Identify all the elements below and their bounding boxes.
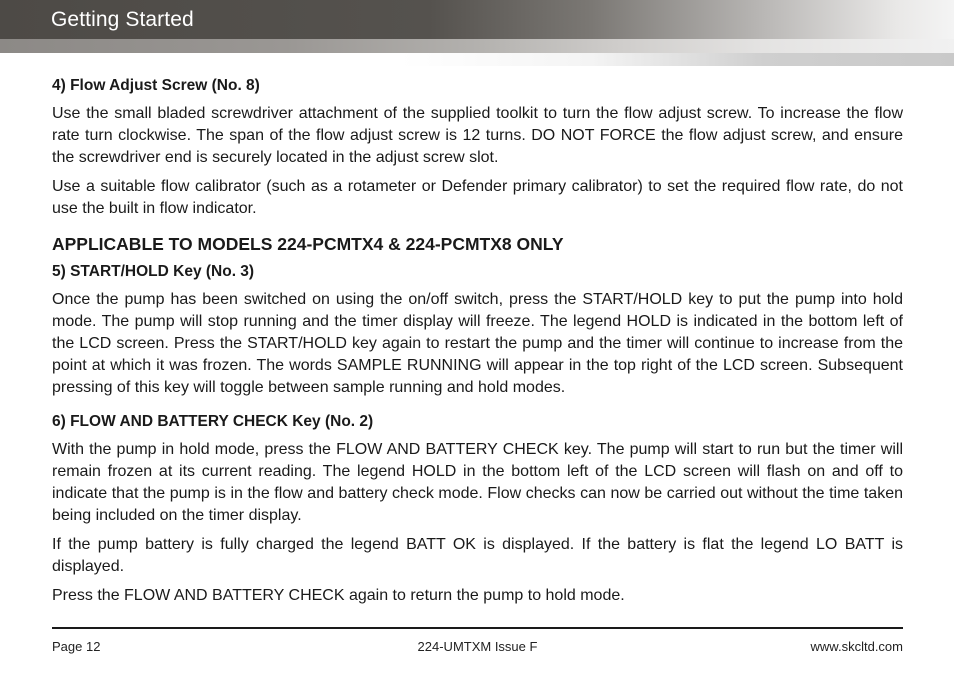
section-heading: 5) START/HOLD Key (No. 3) — [52, 263, 255, 280]
website-link[interactable]: www.skcltd.com — [810, 639, 903, 654]
section-title: Getting Started — [51, 8, 194, 31]
paragraph: Press the FLOW AND BATTERY CHECK again to return the pump to hold mode. — [52, 587, 625, 604]
paragraph: Use a suitable flow calibrator (such as a rotameter or Defender primary calibrator) to set the required flow rate, do not use the built in flow indicator. — [52, 178, 903, 217]
section-heading: 6) FLOW AND BATTERY CHECK Key (No. 2) — [52, 413, 374, 430]
section-flow-adjust-screw — [52, 77, 903, 220]
page-number: Page 12 — [52, 639, 101, 654]
models-heading: APPLICABLE TO MODELS 224-PCMTX4 & 224-PCMTX8 ONLY — [52, 234, 564, 254]
page-header-bar — [0, 0, 954, 39]
header-gradient-band — [0, 39, 954, 53]
footer-divider — [52, 627, 903, 629]
paragraph: If the pump battery is fully charged the legend BATT OK is displayed. If the battery is flat the legend LO BATT is displayed. — [52, 536, 903, 575]
paragraph: With the pump in hold mode, press the FLOW AND BATTERY CHECK key. The pump will start to run but the timer will remain frozen at its current reading. The legend HOLD in the bottom left of the LCD screen will flash on and off to indicate that the pump is in the flow and battery check mode. Flow checks can now be carried out without the time taken being included on the timer display. — [52, 441, 903, 524]
paragraph: Once the pump has been switched on using the on/off switch, press the START/HOLD key to put the pump into hold mode. The pump will stop running and the timer display will freeze. The legend HOLD is indicated in the bottom left of the LCD screen. Press the START/HOLD key again to restart the pump and the timer will continue to increase from the point at which it was frozen. The words SAMPLE RUNNING will appear in the top right of the LCD screen. Subsequent pressing of this key will toggle between sample running and hold modes. — [52, 291, 903, 396]
paragraph: Use the small bladed screwdriver attachment of the supplied toolkit to turn the flow adjust screw. To increase the flow rate turn clockwise. The span of the flow adjust screw is 12 turns. DO NOT FORCE the flow adjust screw, and ensure the screwdriver end is securely located in the adjust screw slot. — [52, 105, 903, 166]
section-start-hold-key — [52, 234, 903, 399]
section-flow-battery-check-key — [52, 413, 903, 607]
page-content — [52, 77, 903, 614]
section-heading: 4) Flow Adjust Screw (No. 8) — [52, 77, 260, 94]
document-id: 224-UMTXM Issue F — [417, 639, 538, 654]
